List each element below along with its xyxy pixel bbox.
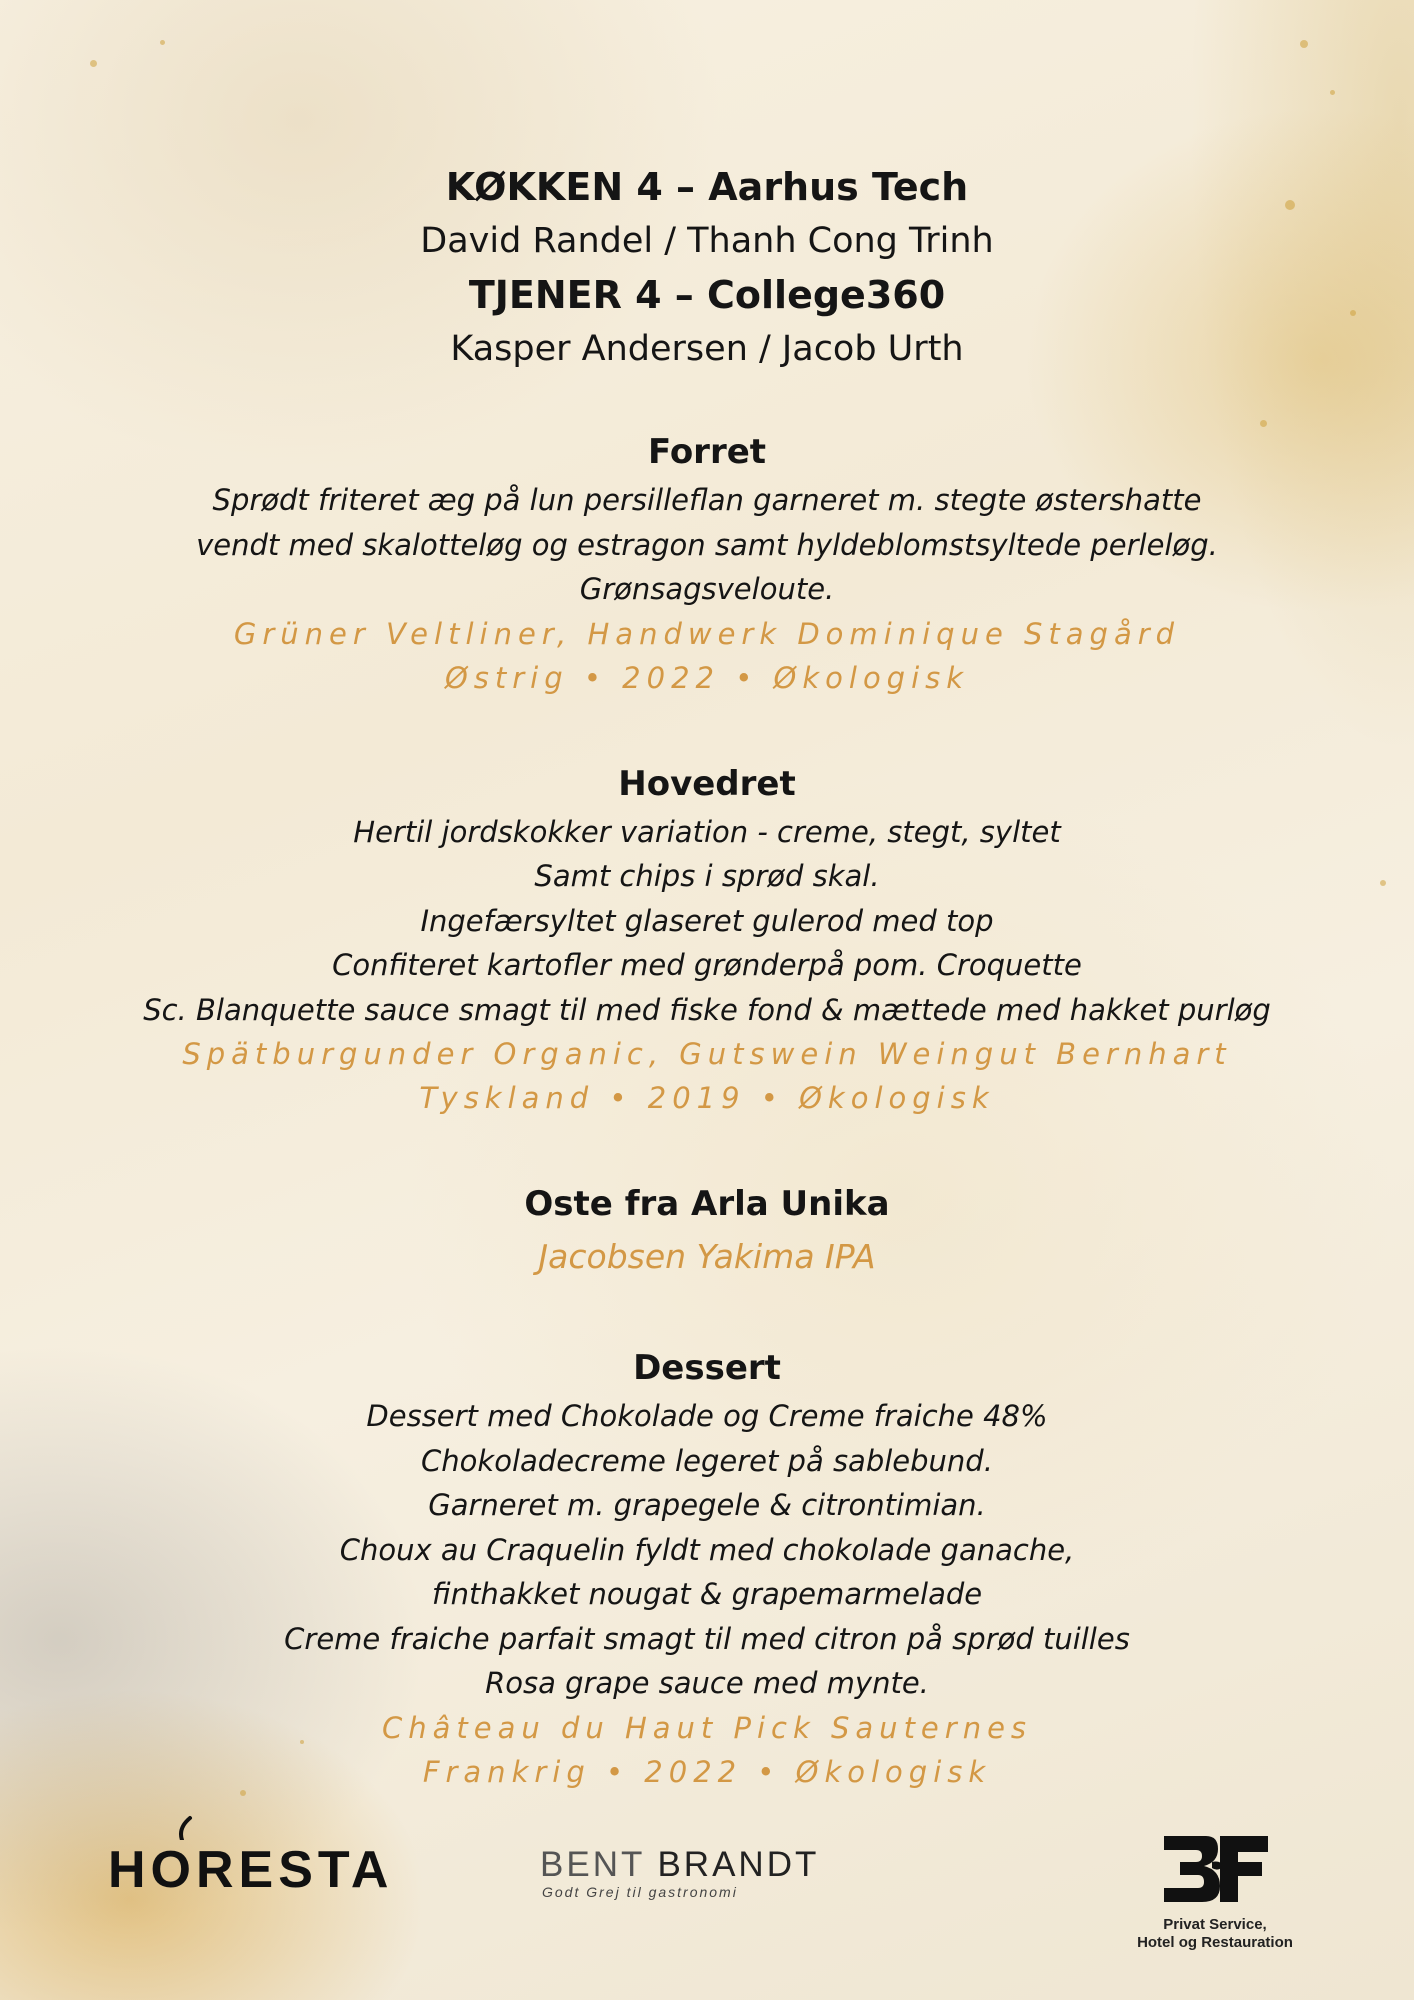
course-cheese [100,1178,1314,1284]
brandt-wordmark: BRANDT [657,1845,820,1884]
dish-line: Rosa grape sauce med mynte. [485,1666,929,1700]
3f-caption-line1: Privat Service, [1163,1916,1267,1933]
bent-brandt-tagline: Godt Grej til gastronomi [542,1884,738,1900]
horesta-logo [108,1840,393,1900]
3f-caption-line2: Hotel og Restauration [1137,1934,1293,1951]
course-title: Hovedret [618,763,796,804]
wine-name: Château du Haut Pick Sauternes [381,1710,1033,1745]
dish-line: Ingefærsyltet glaseret gulerod med top [420,903,994,938]
3f-logo [1120,1832,1310,1952]
wine-detail: Tyskland • 2019 • Økologisk [419,1081,995,1115]
horesta-accent-icon [176,1814,196,1840]
dish-line: Choux au Craquelin fyldt med chokolade ganache, [339,1532,1075,1567]
dish-line: Chokoladecreme legeret på sablebund. [421,1443,993,1478]
dish-line: Sc. Blanquette sauce smagt til med fiske fond & mættede med hakket purløg [143,992,1271,1027]
course-dessert [100,1342,1314,1794]
bent-brandt-wordmark [540,1846,819,1884]
beer-name: Jacobsen Yakima IPA [538,1237,876,1276]
wine-name: Grüner Veltliner, Handwerk Dominique Stagård [233,616,1181,651]
dish-line: Creme fraiche parfait smagt til med citron på sprød tuilles [284,1621,1130,1656]
course-title: Dessert [633,1348,781,1388]
wine-detail: Østrig • 2022 • Økologisk [444,660,970,695]
horesta-wordmark: HORESTA [108,1841,394,1899]
course-main [100,758,1314,1121]
menu-content [100,160,1314,1794]
waiter-title: TJENER 4 – College360 [468,273,946,317]
dish-line: Grønsagsveloute. [579,572,835,606]
dish-line: Confiteret kartofler med grønderpå pom. Croquette [332,948,1082,982]
dish-line: Garneret m. grapegele & citrontimian. [428,1488,986,1522]
bent-brandt-logo [540,1846,819,1900]
3f-logo-mark-icon [1160,1832,1270,1906]
wine-name: Spätburgunder Organic, Gutswein Weingut Bernhart [182,1037,1232,1071]
waiter-names: Kasper Andersen / Jacob Urth [450,329,964,369]
dish-line: Dessert med Chokolade og Creme fraiche 48% [366,1399,1048,1433]
dish-line: Hertil jordskokker variation - creme, stegt, syltet [353,814,1061,849]
course-title: Oste fra Arla Unika [524,1184,890,1224]
dish-line: Samt chips i sprød skal. [534,859,880,893]
bent-wordmark: BENT [540,1845,645,1884]
course-title: Forret [647,432,767,472]
wine-detail: Frankrig • 2022 • Økologisk [422,1754,992,1789]
kitchen-names: David Randel / Thanh Cong Trinh [420,221,994,261]
dish-line: finthakket nougat & grapemarmelade [431,1577,983,1611]
dish-line: vendt med skalotteløg og estragon samt hyldeblomstsyltede perleløg. [196,527,1218,562]
dish-line: Sprødt friteret æg på lun persilleflan garneret m. stegte østershatte [212,483,1202,517]
course-starter [100,426,1314,700]
kitchen-title: KØKKEN 4 – Aarhus Tech [445,165,969,209]
